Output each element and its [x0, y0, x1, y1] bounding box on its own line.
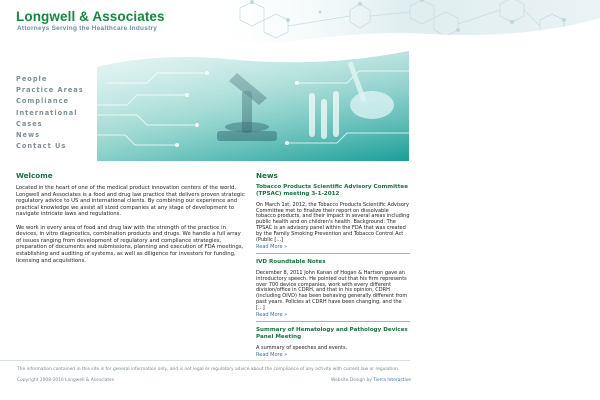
news-item	[256, 259, 410, 322]
read-more-link[interactable]: Read More »	[256, 351, 288, 358]
read-more-link[interactable]: Read More »	[256, 243, 288, 250]
welcome-paragraph-1: Located in the heart of one of the medical product innovation centers of the world, Longwell and Associates is a food and drug law practice that delivers proven strategic regulatory advice to US and international clients. By combining our experience and practical knowledge we assist all sized companies at any stage of development to navigate intricate laws and regulations.	[16, 185, 245, 218]
news-item-title[interactable]: Summary of Hematology and Pathology Devices Panel Meeting	[256, 327, 408, 340]
hero-laboratory-image	[97, 43, 409, 161]
news-item	[256, 184, 410, 254]
nav-item-contact-us[interactable]: Contact Us	[16, 142, 67, 151]
nav-item-people[interactable]: People	[16, 75, 48, 83]
read-more-link[interactable]: Read More »	[256, 312, 288, 319]
footer-credit-link[interactable]: Tierra Interactive	[373, 378, 411, 383]
welcome-body	[16, 185, 246, 271]
welcome-paragraph-2: We work in every area of food and drug law with the strength of the practice in devices, in vitro diagnostics, combination products and drugs. We handle a full array of issues ranging from development of regulatory and compliance strategies, preparation of documents and submissions, planning and execution of FDA meetings, establishing and auditing of systems, as well as diligence for investors for funding, licensing and acquisitions.	[16, 224, 244, 264]
footer-divider	[0, 360, 410, 361]
footer-copyright: Copyright 2008-2016 Longwell & Associates	[17, 378, 115, 383]
news-item-excerpt: On March 1st, 2012, the Tobacco Products Scientific Advisory Committee met to finalize their report on dissolvable tobacco products, and their impact in several areas including public health and on children's health. Background: The TPSAC is an advisory panel within the FDA that was created by the Family Smoking Prevention and Tobacco Control Act (Public [...]	[256, 201, 410, 244]
news-item	[256, 327, 410, 361]
footer-disclaimer: The information contained in this site is for general information only, and is not legal or regulatory advice about the compliance of any activity with current law or regulation.	[17, 367, 400, 372]
nav-item-practice-areas[interactable]: Practice Areas	[16, 86, 84, 95]
news-item-excerpt: A summary of speeches and events.	[256, 344, 348, 351]
news-heading: News	[256, 171, 278, 180]
nav-item-news[interactable]: News	[16, 130, 41, 139]
main-nav	[16, 74, 96, 152]
nav-item-international[interactable]: International	[16, 108, 78, 117]
nav-item-compliance[interactable]: Compliance	[16, 97, 70, 106]
nav-item-cases[interactable]: Cases	[16, 119, 43, 128]
news-item-title[interactable]: Tobacco Products Scientific Advisory Committee (TPSAC) meeting 3-1-2012	[256, 184, 408, 197]
footer-credit	[331, 378, 411, 383]
hero-banner	[97, 43, 409, 161]
site-logo-title[interactable]: Longwell & Associates	[16, 9, 165, 24]
site-tagline: Attorneys Serving the Healthcare Industry	[17, 25, 158, 32]
news-list	[256, 184, 410, 366]
footer-credit-prefix: Website Design by	[331, 378, 374, 383]
welcome-heading: Welcome	[16, 171, 53, 180]
news-item-excerpt: December 8, 2011 John Kanan of Hogan & Hartson gave an introductory speech. He pointed out that his firm represents over 700 device companies, work with every different division/office in CDRH, and that in his opinion, CDRH (including OIVD) has been behaving generally different from past years. Policies at CDRH have been changing, and the [...]	[256, 269, 408, 312]
news-item-title[interactable]: IVD Roundtable Notes	[256, 258, 326, 265]
